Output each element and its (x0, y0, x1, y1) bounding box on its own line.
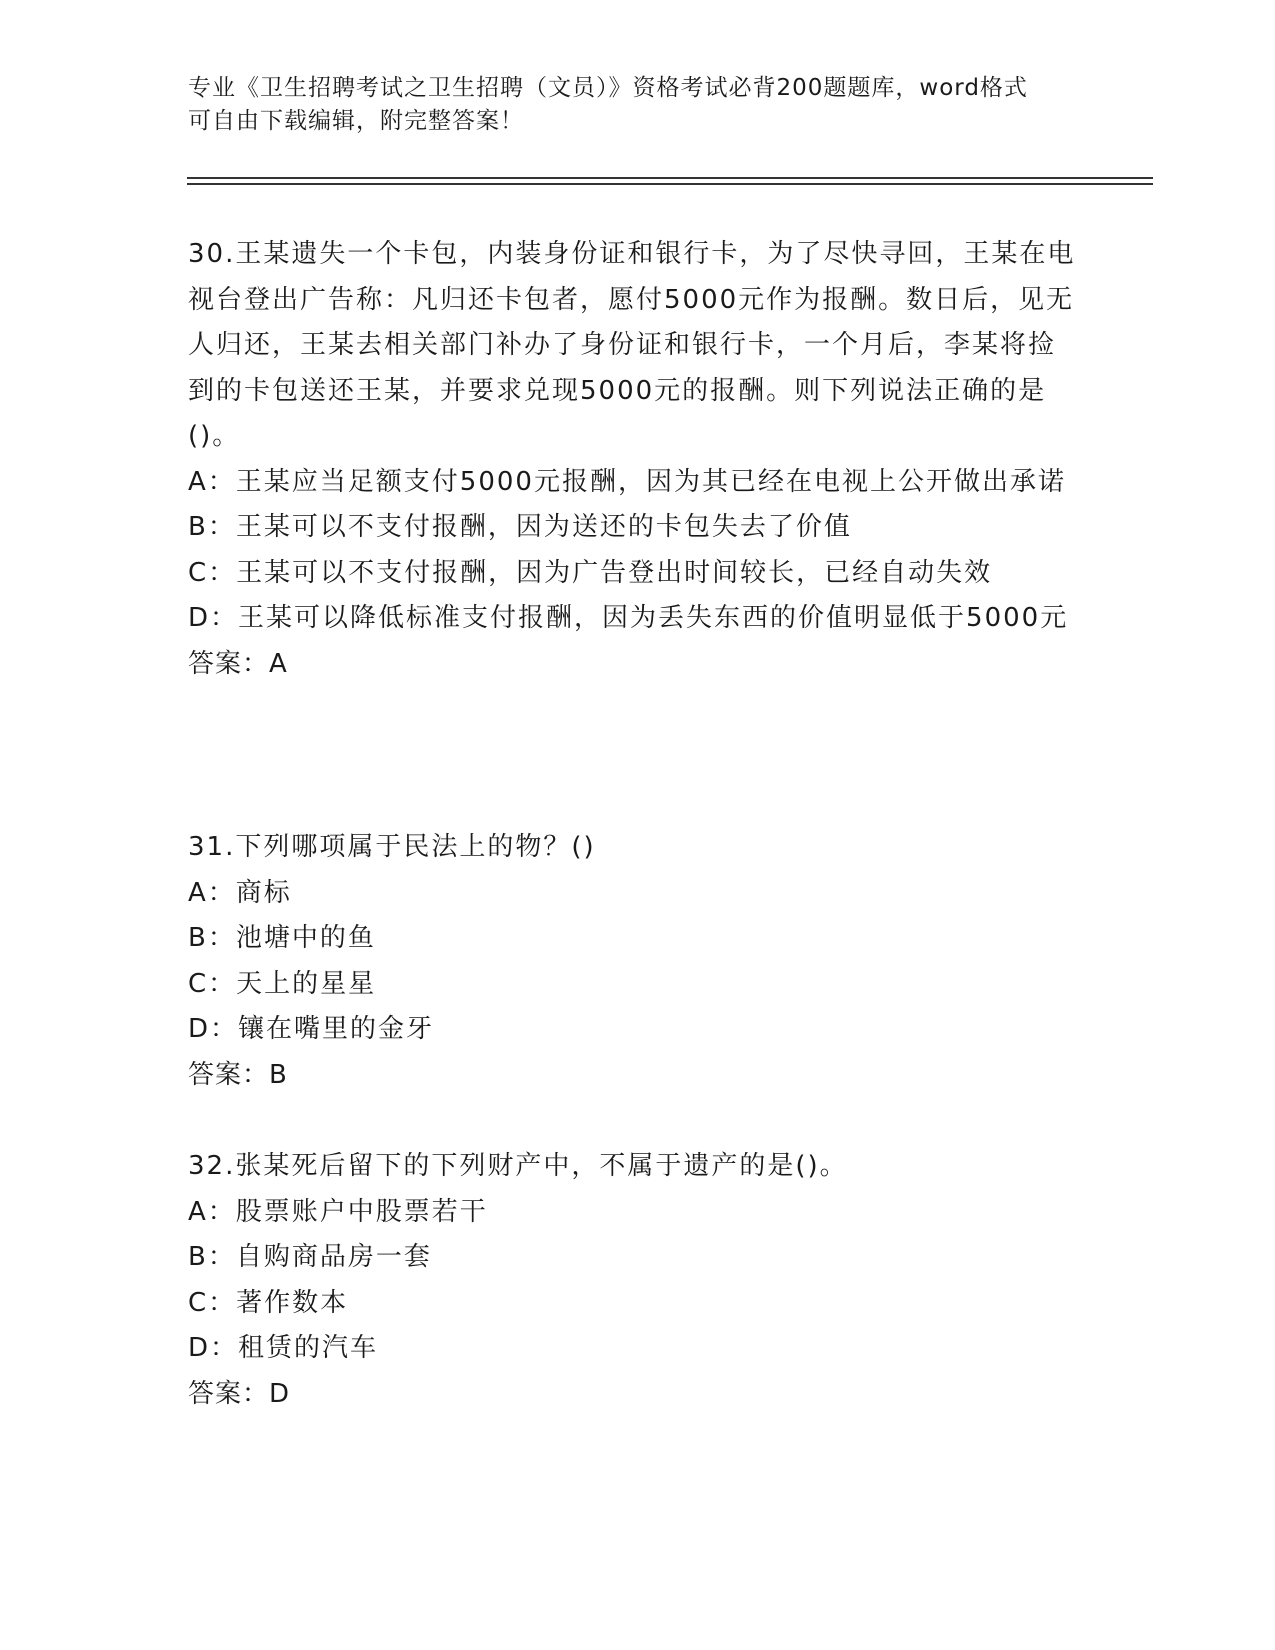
option-c: C：天上的星星 (188, 968, 377, 999)
option-d: D：镶在嘴里的金牙 (188, 1014, 435, 1044)
option-a: A：股票账户中股票若干 (188, 1196, 488, 1227)
question-30 (188, 232, 1078, 687)
document-header (188, 72, 1068, 138)
question-31 (188, 825, 1078, 1098)
option-b: B：自购商品房一套 (188, 1242, 432, 1272)
header-divider-top (187, 177, 1153, 179)
question-stem: 32.张某死后留下的下列财产中，不属于遗产的是()。 (188, 1151, 848, 1181)
header-divider-bottom (187, 183, 1153, 185)
header-line-1: 专业《卫生招聘考试之卫生招聘（文员）》资格考试必背200题题库，word格式 (188, 75, 1028, 101)
answer: 答案：A (188, 648, 288, 679)
question-stem: 31.下列哪项属于民法上的物？() (188, 832, 596, 862)
option-d: D：租赁的汽车 (188, 1333, 379, 1363)
answer: 答案：D (188, 1378, 291, 1409)
option-d: D：王某可以降低标准支付报酬，因为丢失东西的价值明显低于5000元 (188, 603, 1069, 633)
option-a: A：商标 (188, 877, 292, 908)
option-b: B：王某可以不支付报酬，因为送还的卡包失去了价值 (188, 512, 852, 542)
question-stem: 30.王某遗失一个卡包，内装身份证和银行卡，为了尽快寻回，王某在电视台登出广告称：凡归还卡包者，愿付5000元作为报酬。数日后，见无人归还，王某去相关部门补办了身份证和银行卡，一个月后，李某将捡到的卡包送还王某，并要求兑现5000元的报酬。则下列说法正确的是()。 (188, 239, 1076, 451)
header-line-2: 可自由下载编辑，附完整答案！ (188, 108, 524, 134)
option-a: A：王某应当足额支付5000元报酬，因为其已经在电视上公开做出承诺 (188, 466, 1066, 497)
option-c: C：著作数本 (188, 1287, 349, 1318)
option-b: B：池塘中的鱼 (188, 923, 376, 953)
question-32 (188, 1144, 1078, 1417)
answer: 答案：B (188, 1059, 288, 1090)
option-c: C：王某可以不支付报酬，因为广告登出时间较长，已经自动失效 (188, 557, 993, 588)
